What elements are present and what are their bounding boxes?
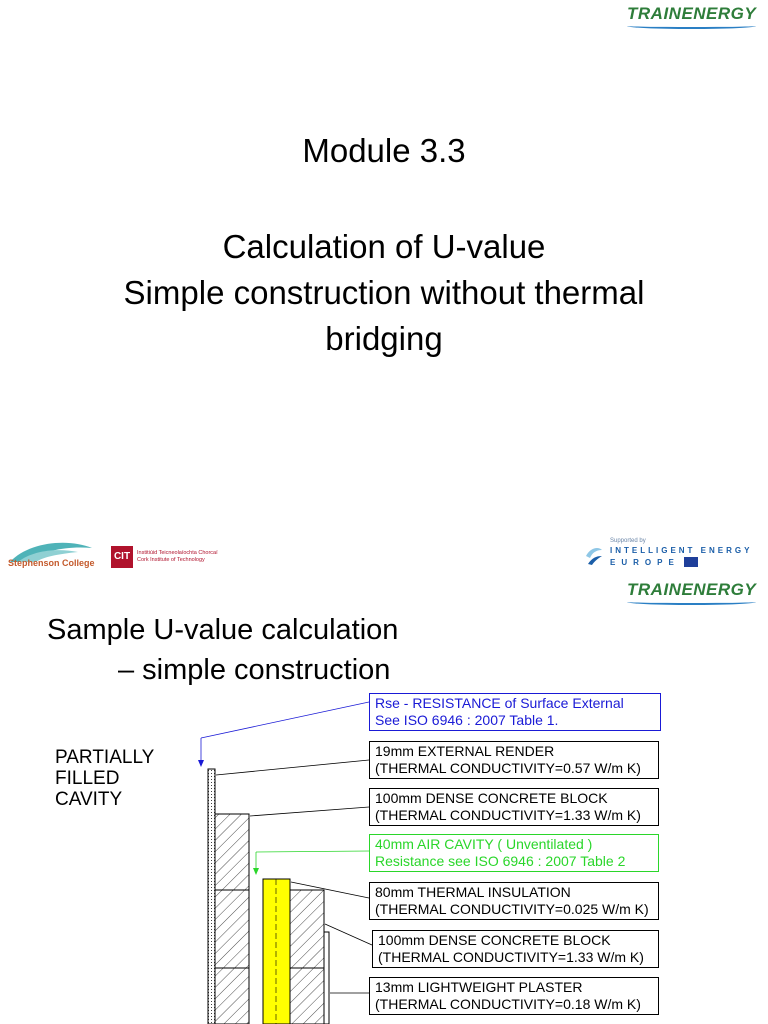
cavity-type-label-line: PARTIALLY [55, 747, 155, 768]
callout-line: Rse - RESISTANCE of Surface External [375, 695, 624, 711]
partner-logos [0, 538, 768, 578]
callout-outer-concrete-block [369, 788, 659, 826]
callout-inner-concrete-block [372, 930, 659, 968]
outer-block-leader-line [250, 807, 369, 816]
trainenergy-logo-text: TRAINENERGY [627, 580, 757, 599]
iee-supported-by: Supported by [610, 538, 646, 544]
module-number: Module 3.3 [302, 132, 466, 169]
callout-line: Resistance see ISO 6946 : 2007 Table 2 [375, 853, 626, 869]
callout-lightweight-plaster [369, 977, 659, 1015]
callout-line: (THERMAL CONDUCTIVITY=0.57 W/m K) [375, 760, 641, 776]
iee-icon [584, 544, 604, 566]
callout-line: (THERMAL CONDUCTIVITY=0.18 W/m K) [375, 996, 641, 1012]
callout-line: 40mm AIR CAVITY ( Unventilated ) [375, 836, 593, 852]
slide-title-line: – simple construction [118, 654, 391, 686]
slide-title-line: Calculation of U-value [222, 228, 546, 265]
cavity-type-label-line: CAVITY [55, 789, 123, 810]
cavity-type-label-line: FILLED [55, 768, 120, 789]
callout-line: 13mm LIGHTWEIGHT PLASTER [375, 979, 583, 995]
cit-name [137, 550, 218, 564]
slide-title-line: Sample U-value calculation [47, 614, 399, 646]
iee-line-1: INTELLIGENT ENERGY [610, 546, 753, 555]
cit-name-irish: Institiúid Teicneolaíochta Chorcaí [137, 550, 218, 556]
inner-concrete-block-layer [290, 890, 324, 1024]
callout-line: See ISO 6946 : 2007 Table 1. [375, 712, 559, 728]
callout-line: (THERMAL CONDUCTIVITY=1.33 W/m K) [375, 807, 641, 823]
slide-2 [0, 580, 768, 1024]
plaster-layer [324, 932, 329, 1024]
cit-name-english: Cork Institute of Technology [137, 557, 205, 563]
cit-logo: CIT [111, 546, 133, 568]
rse-arrowhead-icon [198, 760, 204, 767]
callout-air-cavity [369, 834, 659, 872]
stephenson-wave-icon [8, 540, 94, 574]
trainenergy-logo-text: TRAINENERGY [627, 4, 757, 23]
thermal-insulation-layer [263, 879, 290, 1024]
callout-line: 100mm DENSE CONCRETE BLOCK [378, 932, 611, 948]
callout-line: 100mm DENSE CONCRETE BLOCK [375, 790, 608, 806]
callout-line: 80mm THERMAL INSULATION [375, 884, 571, 900]
rse-leader-line [201, 702, 369, 738]
logo-swoosh-icon [627, 23, 756, 29]
outer-concrete-block-layer [215, 814, 249, 1024]
callout-line: (THERMAL CONDUCTIVITY=1.33 W/m K) [378, 949, 644, 965]
cavity-leader-line [256, 851, 369, 852]
cavity-arrowhead-icon [253, 868, 259, 875]
slide-title [0, 224, 768, 362]
external-render-layer [208, 769, 215, 1024]
stephenson-college-logo: Stephenson College [8, 558, 95, 568]
inner-block-leader-line [325, 924, 372, 945]
callout-rse [369, 693, 661, 731]
intelligent-energy-europe-logo [584, 538, 764, 574]
slide-title-line: bridging [325, 320, 443, 357]
render-leader-line [216, 760, 369, 775]
callout-external-render [369, 741, 659, 779]
callout-line: (THERMAL CONDUCTIVITY=0.025 W/m K) [375, 901, 649, 917]
eu-flag-icon [684, 557, 698, 567]
iee-line-2: EUROPE [610, 558, 680, 567]
callout-line: 19mm EXTERNAL RENDER [375, 743, 555, 759]
callout-thermal-insulation [369, 882, 659, 920]
slide-title-line: Simple construction without thermal [123, 274, 645, 311]
trainenergy-logo [627, 4, 756, 24]
